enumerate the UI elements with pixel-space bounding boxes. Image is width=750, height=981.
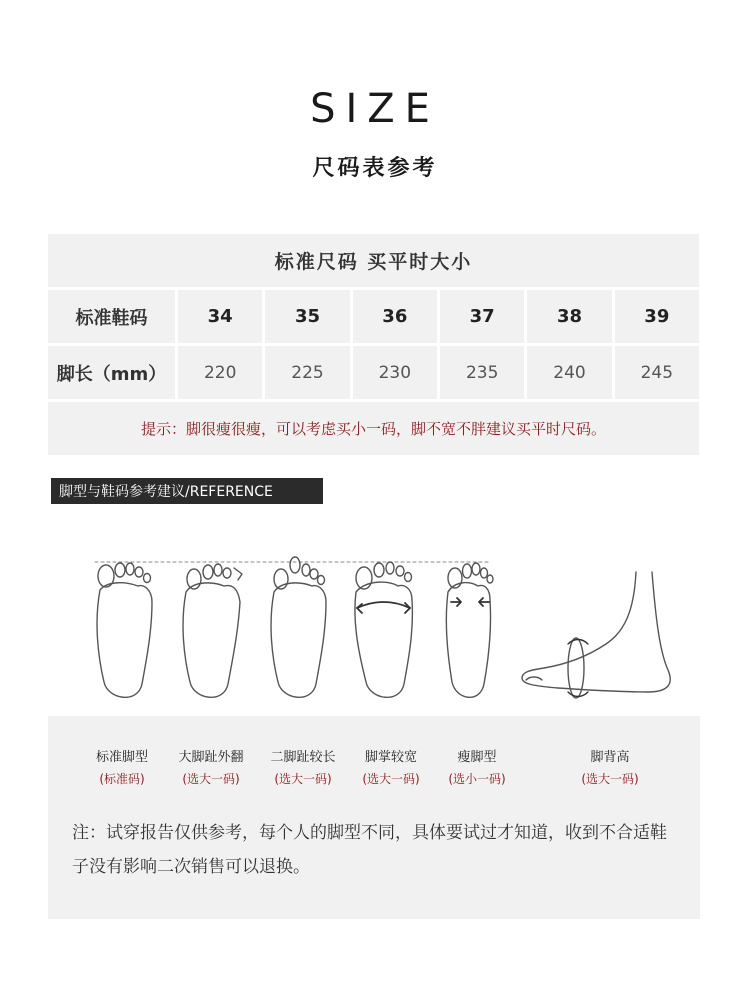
- length-cell: 230: [353, 346, 437, 399]
- foot-type-label: [422, 746, 532, 787]
- size-cell: 39: [615, 290, 699, 343]
- foot-type-name: 瘦脚型: [457, 750, 497, 765]
- standard-foot-icon: [97, 563, 152, 697]
- length-cell: 240: [527, 346, 611, 399]
- page-subtitle: 尺码表参考: [312, 156, 438, 181]
- foot-type-name: 标准脚型: [95, 750, 148, 765]
- size-table-header: 标准尺码 买平时大小: [48, 234, 699, 287]
- size-cell: 37: [440, 290, 524, 343]
- foot-type-suggestion: (选大一码): [182, 772, 240, 786]
- foot-type-suggestion: (选大一码): [581, 772, 639, 786]
- foot-type-suggestion: (标准码): [99, 772, 145, 786]
- size-cell: 34: [178, 290, 262, 343]
- thin-foot-icon: [446, 563, 493, 697]
- foot-type-label: [555, 746, 665, 787]
- wide-foot-icon: [355, 562, 412, 697]
- foot-type-name: 脚背高: [590, 750, 630, 765]
- size-cell: 36: [353, 290, 437, 343]
- length-row-label: 脚长（mm）: [48, 346, 175, 399]
- foot-type-name: 二脚趾较长: [270, 750, 336, 765]
- size-tip: 提示：脚很瘦很瘦，可以考虑买小一码，脚不宽不胖建议买平时尺码。: [48, 402, 699, 455]
- length-cell: 245: [615, 346, 699, 399]
- foot-type-panel: [48, 716, 700, 919]
- size-cell: 35: [265, 290, 349, 343]
- foot-type-suggestion: (选小一码): [448, 772, 506, 786]
- foot-type-name: 大脚趾外翻: [178, 750, 244, 765]
- length-cell: 235: [440, 346, 524, 399]
- disclaimer-note: 注：试穿报告仅供参考，每个人的脚型不同，具体要试过才知道，收到不合适鞋子没有影响二次销售可以退换。: [72, 823, 667, 877]
- foot-type-suggestion: (选大一码): [362, 772, 420, 786]
- size-row-label: 标准鞋码: [48, 290, 175, 343]
- size-cell: 38: [527, 290, 611, 343]
- foot-type-suggestion: (选大一码): [274, 772, 332, 786]
- long-second-toe-foot-icon: [271, 557, 326, 697]
- length-cell: 220: [178, 346, 262, 399]
- high-instep-foot-icon: [522, 572, 670, 698]
- foot-illustrations: [48, 552, 700, 717]
- length-cell: 225: [265, 346, 349, 399]
- bunion-foot-icon: [183, 564, 242, 697]
- reference-tag: 脚型与鞋码参考建议/REFERENCE: [51, 478, 323, 504]
- page-title: SIZE: [310, 86, 440, 132]
- foot-type-name: 脚掌较宽: [364, 750, 417, 765]
- size-table: [48, 234, 699, 455]
